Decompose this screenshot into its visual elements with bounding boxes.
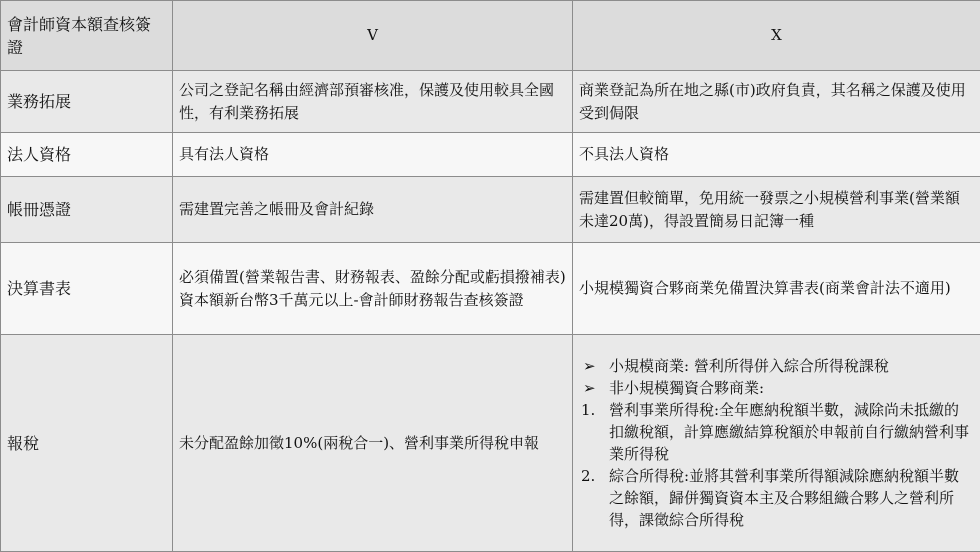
row-v-cell: 需建置完善之帳冊及會計紀錄 — [173, 177, 573, 243]
header-label-cell: 會計師資本額查核簽證 — [1, 1, 173, 71]
list-item-text: 小規模商業: 營利所得併入綜合所得稅課稅 — [609, 357, 889, 375]
row-v-cell: 公司之登記名稱由經濟部預審核准，保護及使用較具全國性，有利業務拓展 — [173, 71, 573, 133]
row-label: 帳冊憑證 — [1, 177, 173, 243]
row-x-cell — [573, 335, 980, 552]
row-x-cell: 小規模獨資合夥商業免備置決算書表(商業會計法不適用) — [573, 243, 980, 335]
list-item-text: 營利事業所得稅:全年應納稅額半數，減除尚未抵繳的扣繳稅額，計算應繳結算稅額於申報前自行繳納營利事業所得稅 — [609, 401, 969, 463]
list-item-text: 綜合所得稅:並將其營利事業所得額減除應納稅額半數之餘額，歸併獨資資本主及合夥組織合夥人之營利所得，課徵綜合所得稅 — [609, 467, 959, 529]
row-label: 業務拓展 — [1, 71, 173, 133]
tax-bullet-list — [579, 355, 974, 399]
table-row — [1, 71, 980, 133]
table-row — [1, 177, 980, 243]
row-label: 報稅 — [1, 335, 173, 552]
list-item-text: 非小規模獨資合夥商業: — [609, 379, 764, 397]
row-x-cell: 需建置但較簡單，免用統一發票之小規模營利事業(營業額未達20萬)，得設置簡易日記簿一種 — [573, 177, 980, 243]
arrow-bullet-icon: ➢ — [583, 377, 596, 399]
list-item — [579, 399, 974, 465]
list-item — [579, 465, 974, 531]
tax-row — [1, 335, 980, 552]
list-number: 2. — [581, 465, 595, 487]
row-x-cell: 不具法人資格 — [573, 133, 980, 177]
list-number: 1. — [581, 399, 595, 421]
tax-numbered-list — [579, 399, 974, 531]
row-x-cell: 商業登記為所在地之縣(市)政府負責，其名稱之保護及使用受到侷限 — [573, 71, 980, 133]
list-item — [579, 355, 974, 377]
table-row — [1, 243, 980, 335]
table-row — [1, 133, 980, 177]
header-x-cell: X — [573, 1, 980, 71]
row-label: 法人資格 — [1, 133, 173, 177]
arrow-bullet-icon: ➢ — [583, 355, 596, 377]
row-v-cell: 具有法人資格 — [173, 133, 573, 177]
header-v-cell: V — [173, 1, 573, 71]
row-v-cell: 未分配盈餘加徵10%(兩稅合一)、營利事業所得稅申報 — [173, 335, 573, 552]
header-row — [1, 1, 980, 71]
list-item — [579, 377, 974, 399]
row-v-cell: 必須備置(營業報告書、財務報表、盈餘分配或虧損撥補表)資本額新台幣3千萬元以上-會計師財務報告查核簽證 — [173, 243, 573, 335]
row-label: 決算書表 — [1, 243, 173, 335]
